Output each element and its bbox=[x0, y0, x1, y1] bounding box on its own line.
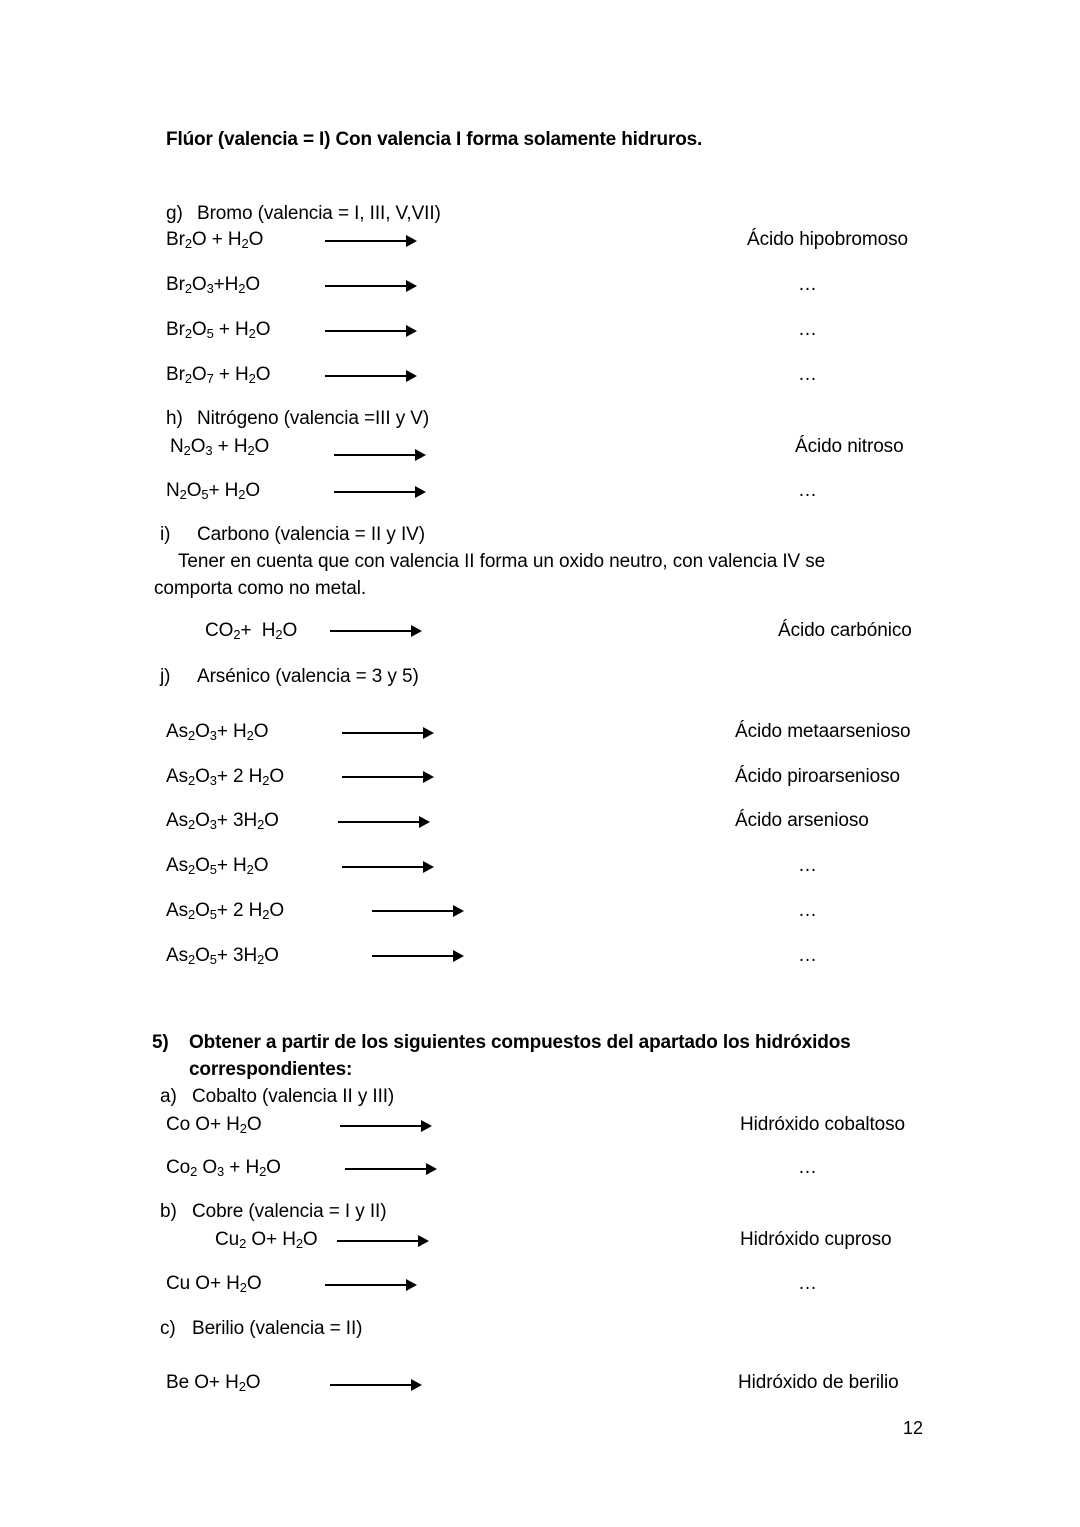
section-marker-j: j) bbox=[160, 666, 171, 687]
reaction-arrow-icon bbox=[330, 1378, 422, 1392]
exercise-5-title-line-2: correspondientes: bbox=[189, 1059, 353, 1080]
reaction-reactants: Cu $O+ H_2O$ bbox=[166, 1273, 262, 1295]
reaction-arrow-icon bbox=[338, 815, 430, 829]
section-marker-g-label: g) bbox=[166, 203, 183, 224]
reaction-product: Ácido metaarsenioso bbox=[735, 721, 911, 742]
item-marker-b: b) bbox=[160, 1201, 177, 1222]
reaction-reactants: $N_2O_5+ H_2O$ bbox=[166, 480, 261, 502]
reaction-reactants: $Br_2O_5 + H_2O$ bbox=[166, 319, 271, 341]
reaction-arrow-icon bbox=[325, 324, 417, 338]
exercise-5-marker: 5) bbox=[152, 1032, 169, 1053]
section-marker-h: h) bbox=[166, 408, 183, 429]
reaction-product: Hidróxido cuproso bbox=[740, 1229, 892, 1250]
reaction-product: Ácido nitroso bbox=[795, 436, 904, 457]
item-title-berilio: Berilio (valencia = II) bbox=[192, 1318, 363, 1339]
reaction-arrow-icon bbox=[325, 279, 417, 293]
reaction-reactants: $N_2O_3 + H_2O$ bbox=[170, 436, 270, 458]
item-marker-c: c) bbox=[160, 1318, 176, 1339]
reaction-arrow-icon bbox=[334, 485, 426, 499]
reaction-product: … bbox=[798, 945, 818, 966]
reaction-arrow-icon bbox=[334, 448, 426, 462]
reaction-product: Hidróxido cobaltoso bbox=[740, 1114, 905, 1135]
reaction-reactants: Co $O+ H_2O$ bbox=[166, 1114, 262, 1136]
reaction-product: … bbox=[798, 480, 818, 501]
item-marker-a: a) bbox=[160, 1086, 177, 1107]
page-number: 12 bbox=[903, 1418, 924, 1438]
reaction-product: … bbox=[798, 1273, 818, 1294]
reaction-arrow-icon bbox=[342, 726, 434, 740]
reaction-reactants: $As_2O_3+ 2$ $H_2O$ bbox=[166, 766, 285, 788]
reaction-reactants: $As_2O_3+ 3H_2O$ bbox=[166, 810, 279, 832]
reaction-arrow-icon bbox=[372, 904, 464, 918]
reaction-reactants: $Br_2O + H_2O$ bbox=[166, 229, 264, 251]
reaction-arrow-icon bbox=[342, 770, 434, 784]
reaction-product: … bbox=[798, 319, 818, 340]
carbono-note-line-1: Tener en cuenta que con valencia II forma un oxido neutro, con valencia IV se bbox=[178, 551, 826, 572]
section-title-bromo: Bromo (valencia = I, III, V,VII) bbox=[197, 203, 441, 224]
section-title-arsenico: Arsénico (valencia = 3 y 5) bbox=[197, 666, 419, 687]
reaction-reactants: $As_2O_3+ H_2O$ bbox=[166, 721, 269, 743]
reaction-product: … bbox=[798, 1157, 818, 1178]
reaction-arrow-icon bbox=[372, 949, 464, 963]
reaction-product: … bbox=[798, 855, 818, 876]
reaction-product: … bbox=[798, 900, 818, 921]
reaction-arrow-icon bbox=[340, 1119, 432, 1133]
exercise-5-title-line-1: Obtener a partir de los siguientes compuestos del apartado los hidróxidos bbox=[189, 1032, 851, 1053]
reaction-product: Ácido carbónico bbox=[778, 620, 912, 641]
item-title-cobre: Cobre (valencia = I y II) bbox=[192, 1201, 387, 1222]
reaction-product: Ácido hipobromoso bbox=[747, 229, 908, 250]
reaction-arrow-icon bbox=[325, 1278, 417, 1292]
reaction-product: … bbox=[798, 274, 818, 295]
reaction-product: Hidróxido de berilio bbox=[738, 1372, 899, 1393]
reaction-product: Ácido piroarsenioso bbox=[735, 766, 900, 787]
section-title-nitrogeno: Nitrógeno (valencia =III y V) bbox=[197, 408, 430, 429]
item-title-cobalto: Cobalto (valencia II y III) bbox=[192, 1086, 395, 1107]
reaction-product: … bbox=[798, 364, 818, 385]
reaction-reactants: $Br_2O_7 + H_2O$ bbox=[166, 364, 271, 386]
reaction-arrow-icon bbox=[345, 1162, 437, 1176]
reaction-arrow-icon bbox=[325, 369, 417, 383]
section-title-carbono: Carbono (valencia = II y IV) bbox=[197, 524, 425, 545]
reaction-reactants: $As_2O_5+ 3H_2O$ bbox=[166, 945, 279, 967]
reaction-reactants: Be $O+ H_2O$ bbox=[166, 1372, 261, 1394]
carbono-note-line-2: comporta como no metal. bbox=[154, 578, 367, 599]
reaction-reactants: $CO_2+ H_2O$ bbox=[205, 620, 298, 642]
reaction-arrow-icon bbox=[325, 234, 417, 248]
intro-heading: Flúor (valencia = I) Con valencia I forma solamente hidruros. bbox=[166, 129, 703, 150]
reaction-reactants: $Br_2O_3+H_2O$ bbox=[166, 274, 261, 296]
reaction-arrow-icon bbox=[342, 860, 434, 874]
section-marker-g bbox=[166, 203, 183, 225]
reaction-reactants: $As_2O_5+ 2$ $H_2O$ bbox=[166, 900, 285, 922]
section-marker-i: i) bbox=[160, 524, 171, 545]
reaction-arrow-icon bbox=[337, 1234, 429, 1248]
reaction-reactants: $As_2O_5+ H_2O$ bbox=[166, 855, 269, 877]
reaction-reactants: $Co_2$ $O_3 + H_2O$ bbox=[166, 1157, 281, 1179]
reaction-product: Ácido arsenioso bbox=[735, 810, 869, 831]
reaction-reactants: $Cu_2$ $O+ H_2O$ bbox=[215, 1229, 318, 1251]
reaction-arrow-icon bbox=[330, 624, 422, 638]
